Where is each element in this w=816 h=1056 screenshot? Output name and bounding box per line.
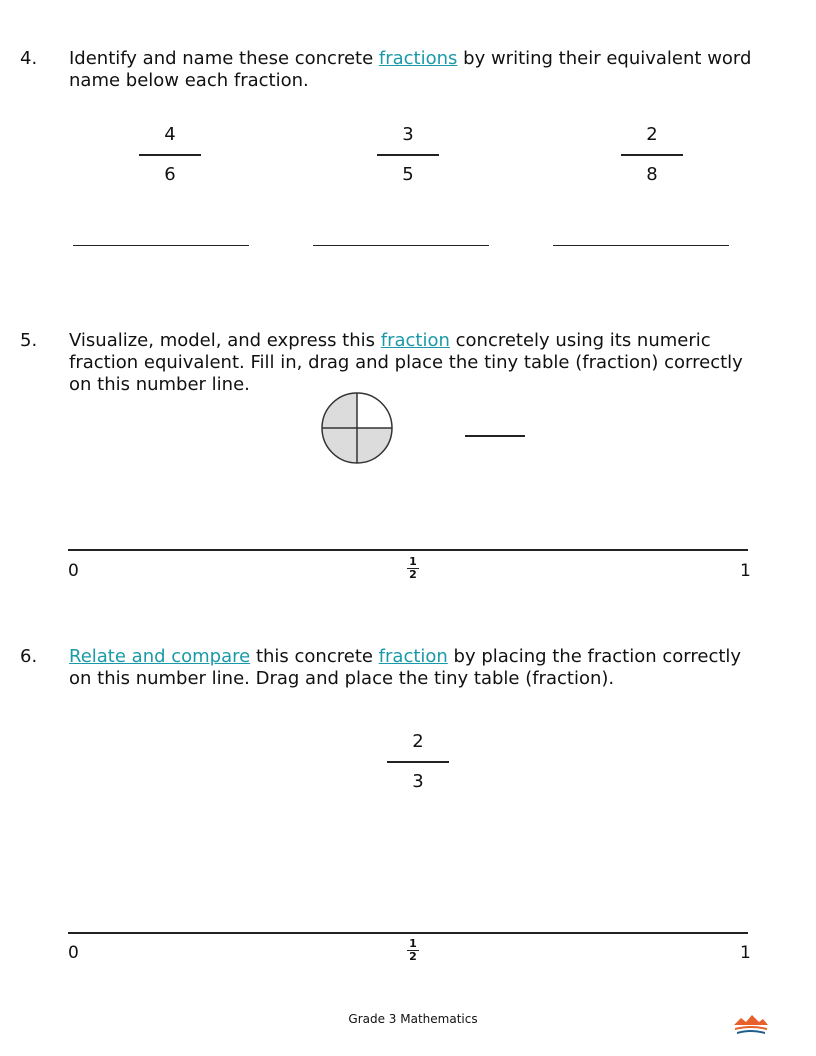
fraction-2-8 <box>617 124 687 186</box>
logo-wave <box>737 1030 765 1034</box>
answer-blank-3[interactable] <box>553 245 729 246</box>
half-denominator: 2 <box>409 568 417 581</box>
half-numerator: 1 <box>409 937 417 950</box>
question-4-text <box>69 48 759 92</box>
numerator: 3 <box>402 124 414 145</box>
fraction-4-6 <box>135 124 205 186</box>
fraction-bar <box>387 761 449 763</box>
fraction-link[interactable]: fraction <box>378 646 448 667</box>
denominator: 6 <box>164 164 176 185</box>
number-line-start-label: 0 <box>68 561 79 581</box>
half-numerator: 1 <box>409 555 417 568</box>
question-5-text <box>69 330 769 396</box>
denominator: 3 <box>412 771 424 792</box>
question-4-text-part: by writing their equivalent word name below each fraction. <box>69 48 752 91</box>
fractions-link[interactable]: fractions <box>378 48 458 69</box>
number-line-q5 <box>68 549 748 551</box>
number-line-end-label: 1 <box>740 561 751 581</box>
question-6-number: 6. <box>20 646 38 667</box>
fraction-2-3[interactable] <box>383 731 453 793</box>
numerator: 2 <box>412 731 424 752</box>
question-4-text-part: Identify and name these concrete <box>69 48 379 69</box>
fraction-bar <box>621 154 683 156</box>
question-5-text-part: concretely using its numeric fraction equivalent. Fill in, drag and place the tiny table (fraction) correctly on this number line. <box>69 330 743 395</box>
fraction-link[interactable]: fraction <box>380 330 450 351</box>
half-denominator: 2 <box>409 950 417 963</box>
number-line-end-label: 1 <box>740 943 751 963</box>
question-6-text <box>69 646 749 690</box>
footer-text: Grade 3 Mathematics <box>348 1012 478 1026</box>
number-line-half-label <box>406 557 420 580</box>
fraction-answer-blank[interactable] <box>465 435 525 437</box>
logo-mountains <box>734 1015 768 1025</box>
denominator: 8 <box>646 164 658 185</box>
question-5-number: 5. <box>20 330 38 351</box>
numerator: 4 <box>164 124 176 145</box>
answer-blank-1[interactable] <box>73 245 249 246</box>
fraction-bar <box>139 154 201 156</box>
answer-blank-2[interactable] <box>313 245 489 246</box>
question-4-number: 4. <box>20 48 38 69</box>
relate-and-compare-link[interactable]: Relate and compare <box>69 646 251 667</box>
question-5-text-part: Visualize, model, and express this <box>69 330 381 351</box>
fraction-circle <box>319 390 395 466</box>
question-6-text-part: by placing the fraction correctly on this number line. Drag and place the tiny table (fraction). <box>69 646 742 689</box>
logo-wave <box>735 1026 767 1030</box>
fraction-3-5 <box>373 124 443 186</box>
question-6-text-part: this concrete <box>250 646 379 667</box>
publisher-logo-icon <box>733 1013 769 1035</box>
denominator: 5 <box>402 164 414 185</box>
number-line-q6 <box>68 932 748 934</box>
fraction-bar <box>377 154 439 156</box>
numerator: 2 <box>646 124 658 145</box>
number-line-start-label: 0 <box>68 943 79 963</box>
number-line-half-label <box>406 939 420 962</box>
